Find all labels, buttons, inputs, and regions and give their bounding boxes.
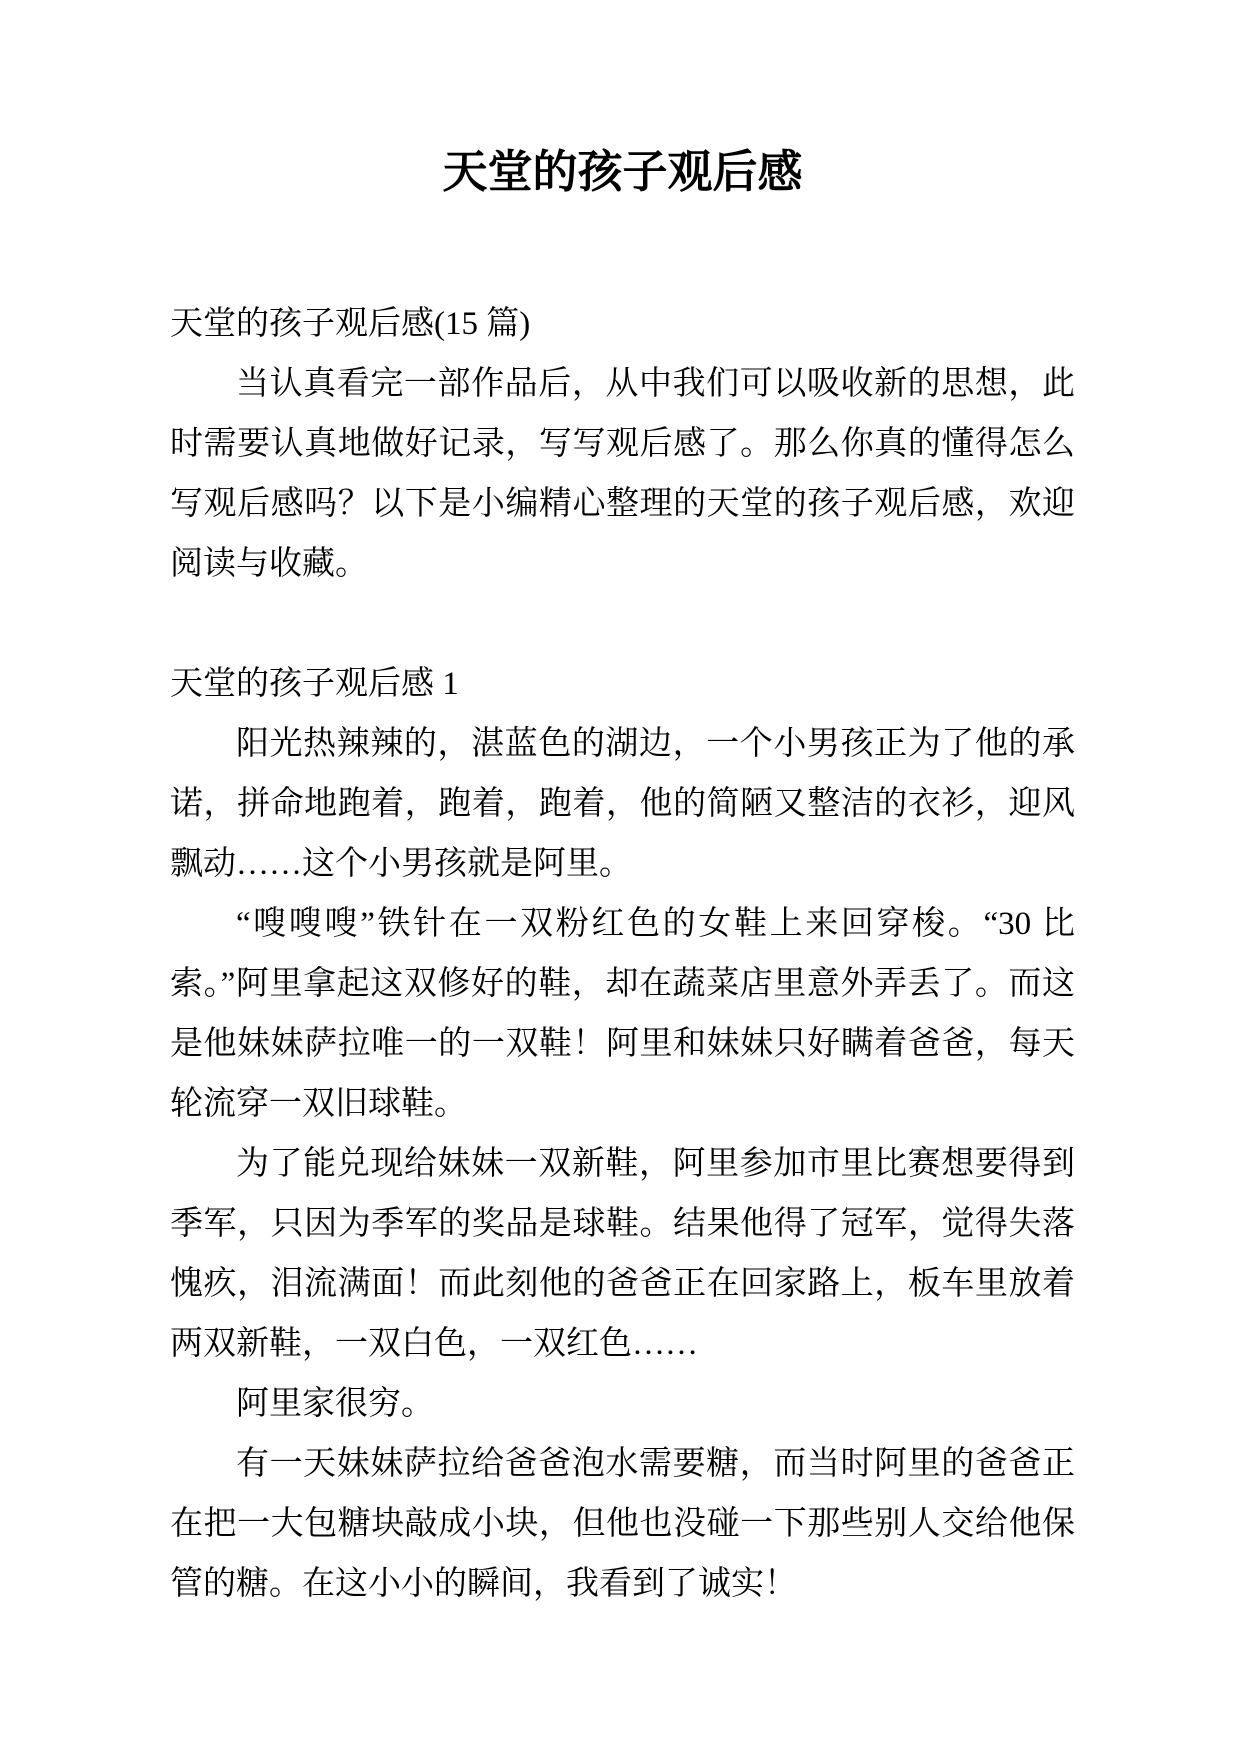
body-paragraph-4: 阿里家很穷。: [236, 1386, 434, 1422]
body-paragraph-2: “嗖嗖嗖”铁针在一双粉红色的女鞋上来回穿梭。“30 比索。”阿里拿起这双修好的鞋，却在蔬菜店里意外弄丢了。而这是他妹妹萨拉唯一的一双鞋！阿里和妹妹只好瞒着爸爸，每天轮流穿一双旧球鞋。: [170, 906, 1075, 1122]
document-title: 天堂的孩子观后感: [442, 147, 803, 197]
section-heading-1: 天堂的孩子观后感 1: [170, 666, 459, 702]
subtitle-count-line: 天堂的孩子观后感(15 篇): [170, 306, 531, 342]
body-paragraph-1: 阳光热辣辣的，湛蓝色的湖边，一个小男孩正为了他的承诺，拼命地跑着，跑着，跑着，他的简陋又整洁的衣衫，迎风飘动……这个小男孩就是阿里。: [170, 726, 1075, 882]
body-paragraph-5: 有一天妹妹萨拉给爸爸泡水需要糖，而当时阿里的爸爸正在把一大包糖块敲成小块，但他也没碰一下那些别人交给他保管的糖。在这小小的瞬间，我看到了诚实！: [170, 1446, 1075, 1602]
intro-paragraph: 当认真看完一部作品后，从中我们可以吸收新的思想，此时需要认真地做好记录，写写观后感了。那么你真的懂得怎么写观后感吗？以下是小编精心整理的天堂的孩子观后感，欢迎阅读与收藏。: [170, 366, 1075, 582]
body-paragraph-3: 为了能兑现给妹妹一双新鞋，阿里参加市里比赛想要得到季军，只因为季军的奖品是球鞋。结果他得了冠军，觉得失落愧疚，泪流满面！而此刻他的爸爸正在回家路上，板车里放着两双新鞋，一双白色，一双红色……: [170, 1146, 1075, 1362]
